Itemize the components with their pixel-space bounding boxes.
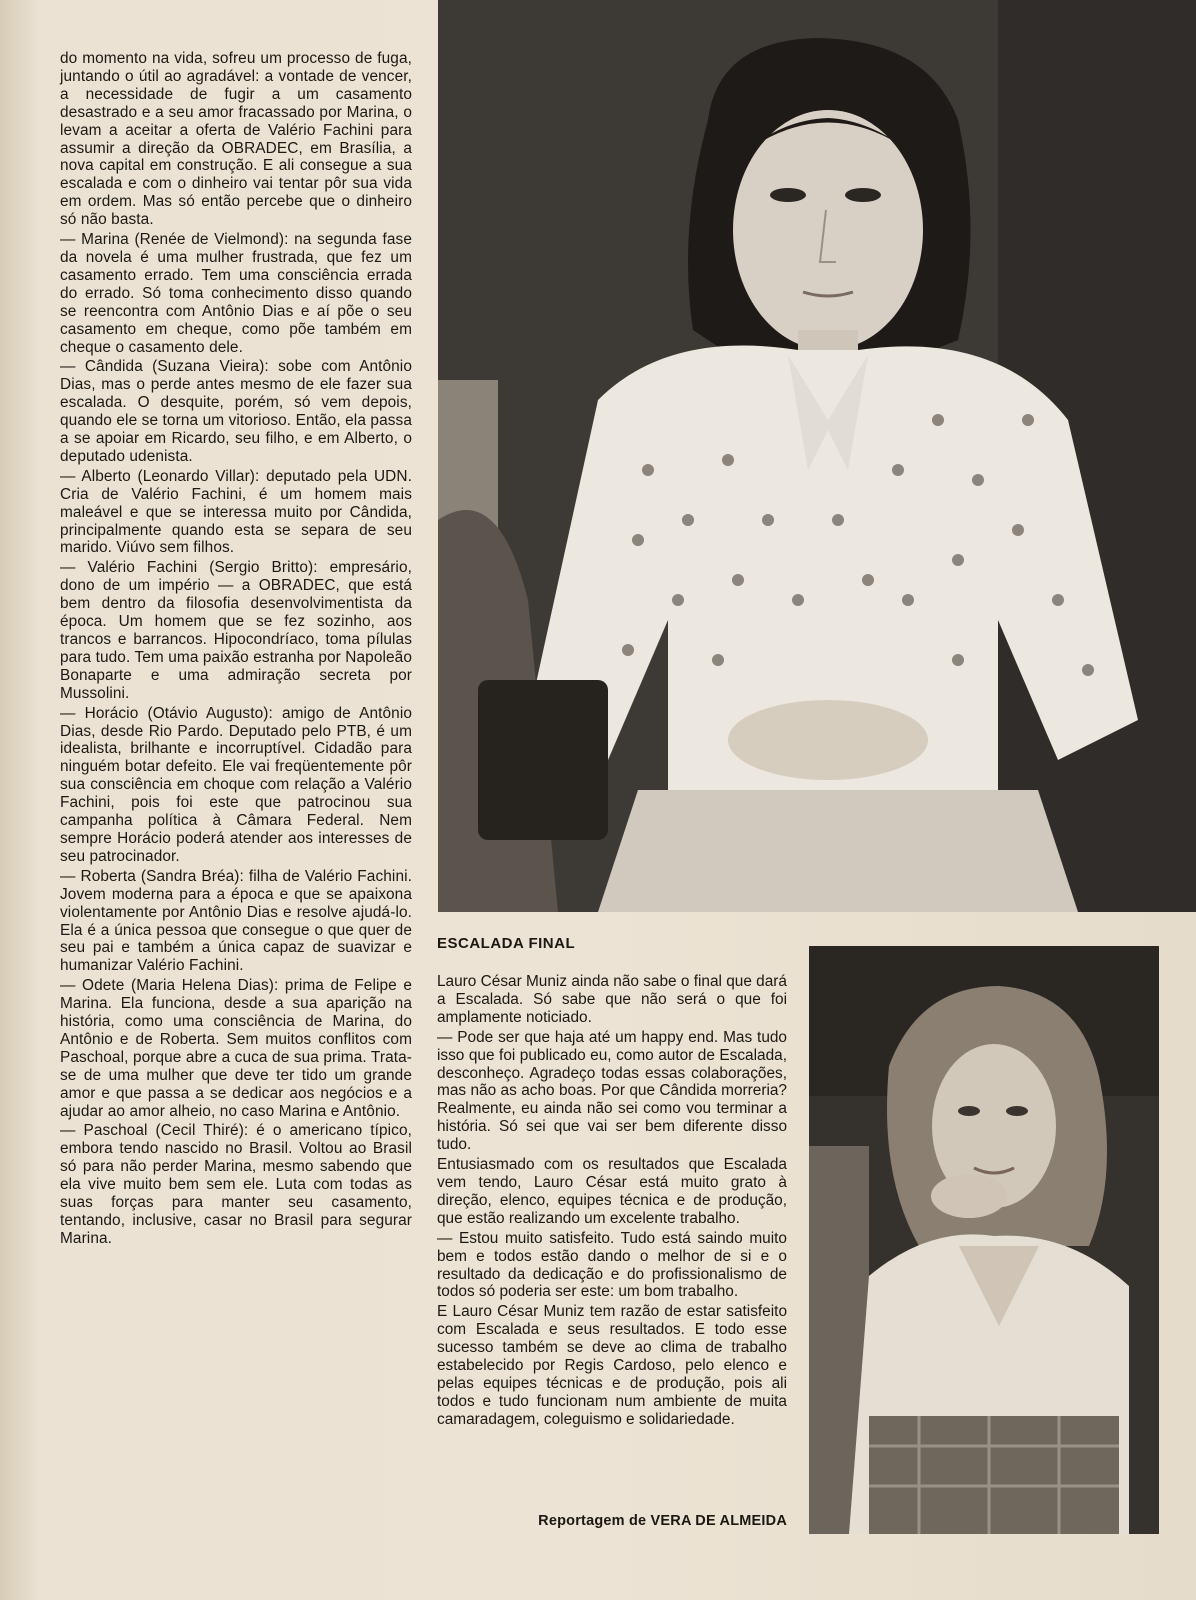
paragraph: — Horácio (Otávio Augusto): amigo de Antônio Dias, desde Rio Pardo. Deputado pelo PTB, é um idealista, brilhante e incorruptível. Cidadão para ninguém botar defeito. Ele vai freqüentemente pôr sua consciência em choque com relação a Valério Fachini, pois foi este que patrocinou sua campanha política à Câmara Federal. Nem sempre Horácio poderá atender aos interesses de seu patrocinador. [60,704,412,865]
paragraph: — Roberta (Sandra Bréa): filha de Valério Fachini. Jovem moderna para a época e que se apaixona violentamente por Antônio Dias e resolve ajudá-lo. Ela é a única pessoa que consegue o que quer de seu pai e também a única capaz de suavizar e humanizar Valério Fachini. [60,867,412,975]
paragraph: do momento na vida, sofreu um processo de fuga, juntando o útil ao agradável: a vontade de vencer, a necessidade de fugir a um casamento desastrado e a seu amor fracassado por Marina, o levam a aceitar a oferta de Valério Fachini para assumir a direção da OBRADEC, em Brasília, a nova capital em construção. E ali consegue a sua escalada e com o dinheiro vai tentar pôr sua vida em ordem. Mas só então percebe que o dinheiro só não basta. [60,50,412,229]
paragraph: — Paschoal (Cecil Thiré): é o americano típico, embora tendo nascido no Brasil. Voltou ao Brasil só para não perder Marina, mesmo sabendo que ela vive muito bem sem ele. Luta com todas as suas forças para manter seu casamento, tentando, inclusive, casar no Brasil para segurar Marina. [60,1122,412,1247]
paragraph: E Lauro César Muniz tem razão de estar satisfeito com Escalada e seus resultados. E todo esse sucesso também se deve ao clima de trabalho estabelecido por Regis Cardoso, pelo elenco e pelas equipes técnicas e de produção, pois ali todos e tudo funcionam num ambiente de muita camaradagem, coleguismo e solidariedade. [437,1303,787,1428]
paragraph: — Valério Fachini (Sergio Britto): empresário, dono de um império — a OBRADEC, que está bem dentro da filosofia desenvolvimentista da época. Um homem que se fez sozinho, aos trancos e barrancos. Hipocondríaco, toma pílulas para tudo. Tem uma paixão estranha por Napoleão Bonaparte e uma admiração secreta por Mussolini. [60,559,412,702]
paragraph: — Cândida (Suzana Vieira): sobe com Antônio Dias, mas o perde antes mesmo de ele fazer sua escalada. O desquite, porém, só vem depois, quando ele se torna um vitorioso. Então, ela passa a se apoiar em Ricardo, seu filho, e em Alberto, o deputado udenista. [60,358,412,465]
byline: Reportagem de VERA DE ALMEIDA [538,1513,787,1529]
portrait-woman-hand-chin-illustration [809,946,1159,1534]
section-title: ESCALADA FINAL [437,935,576,952]
secondary-portrait-photo [809,946,1159,1534]
paragraph: — Pode ser que haja até um happy end. Mas tudo isso que foi publicado eu, como autor de Escalada, desconheço. Agradeço todas essas colaborações, mas não as acho boas. Por que Cândida morreria? Realmente, eu ainda não sei como vou terminar a história. Só sei que vai ser bem diferente disso tudo. [437,1028,787,1154]
main-portrait-photo [438,0,1196,912]
left-text-column [60,50,412,1250]
portrait-woman-seated-illustration [438,0,1196,912]
paragraph: — Odete (Maria Helena Dias): prima de Felipe e Marina. Ela funciona, desde a sua aparição na história, como uma consciência de Marina, do Antônio e de Roberta. Sem muitos conflitos com Paschoal, porque abre a cuca de sua prima. Trata-se de uma mulher que deve ter tido um grande amor e que passa a se dedicar aos negócios e a ajudar ao amor alheio, no caso Marina e Antônio. [60,977,412,1120]
paragraph: — Marina (Renée de Vielmond): na segunda fase da novela é uma mulher frustrada, que fez um casamento errado. Tem uma consciência errada do errado. Só toma conhecimento disso quando se reencontra com Antônio Dias e aí põe o seu casamento em cheque, como põe também em cheque o casamento dele. [60,231,412,356]
paragraph: — Estou muito satisfeito. Tudo está saindo muito bem e todos estão dando o melhor de si e o resultado da dedicação e do profissionalismo de todos só poderia ser este: um bom trabalho. [437,1229,787,1301]
paragraph: — Alberto (Leonardo Villar): deputado pela UDN. Cria de Valério Fachini, é um homem mais maleável e que se interessa muito por Cândida, principalmente quando esta se separa de seu marido. Viúvo sem filhos. [60,467,412,557]
paragraph: Entusiasmado com os resultados que Escalada vem tendo, Lauro César está muito grato à direção, elenco, equipes técnica e de produção, que estão realizando um excelente trabalho. [437,1156,787,1227]
right-text-column [437,973,787,1431]
paragraph: Lauro César Muniz ainda não sabe o final que dará a Escalada. Só sabe que não será o que foi amplamente noticiado. [437,973,787,1026]
